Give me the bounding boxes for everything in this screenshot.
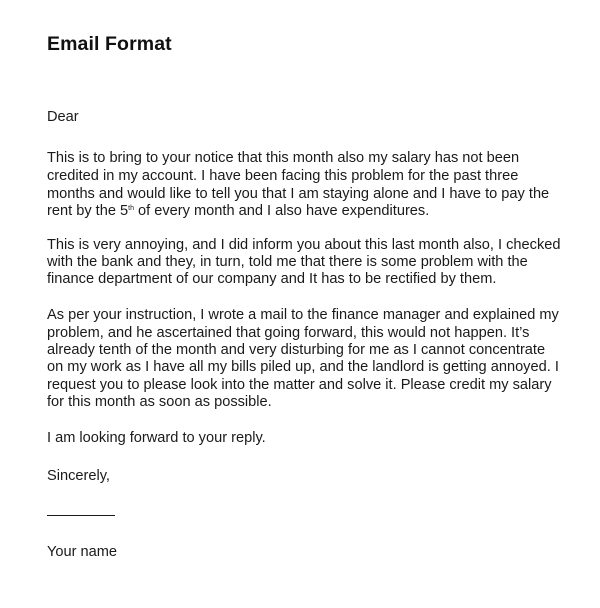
paragraph-1-line-4 [47, 202, 429, 220]
ordinal-superscript: th [128, 205, 134, 212]
paragraph-3-line-1: As per your instruction, I wrote a mail to the finance manager and explained my [47, 307, 559, 323]
paragraph-3-line-4: on my work as I have all my bills piled up, and the landlord is getting annoyed. I [47, 359, 559, 375]
paragraph-1-line-3: months and would like to tell you that I am staying alone and I have to pay the [47, 186, 550, 202]
salutation: Dear [47, 109, 79, 125]
paragraph-1-line-2: credited in my account. I have been facing this problem for the past three [47, 168, 519, 184]
document-title: Email Format [47, 33, 172, 55]
paragraph-3-line-3: already tenth of the month and very disturbing for me as I cannot concentrate [47, 342, 546, 358]
signature-line [47, 515, 115, 516]
paragraph-3-line-5: request you to please look into the matter and solve it. Please credit my salary [47, 377, 552, 393]
closing-line: I am looking forward to your reply. [47, 430, 266, 446]
paragraph-2-line-1: This is very annoying, and I did inform you about this last month also, I checked [47, 237, 561, 253]
paragraph-1-line-1: This is to bring to your notice that this month also my salary has not been [47, 150, 520, 166]
paragraph-3-line-2: problem, and he ascertained that going forward, this would not happen. It’s [47, 325, 530, 341]
signature-name: Your name [47, 544, 118, 560]
valediction: Sincerely, [47, 468, 110, 484]
paragraph-2-line-2: with the bank and they, in turn, told me that there is some problem with the [47, 254, 528, 270]
paragraph-1-line-4-before: rent by the 5 [47, 203, 129, 219]
paragraph-2-line-3: finance department of our company and It has to be rectified by them. [47, 271, 497, 287]
paragraph-3-line-6: for this month as soon as possible. [47, 394, 272, 410]
paragraph-1-line-4-after: of every month and I also have expenditures. [133, 203, 430, 219]
